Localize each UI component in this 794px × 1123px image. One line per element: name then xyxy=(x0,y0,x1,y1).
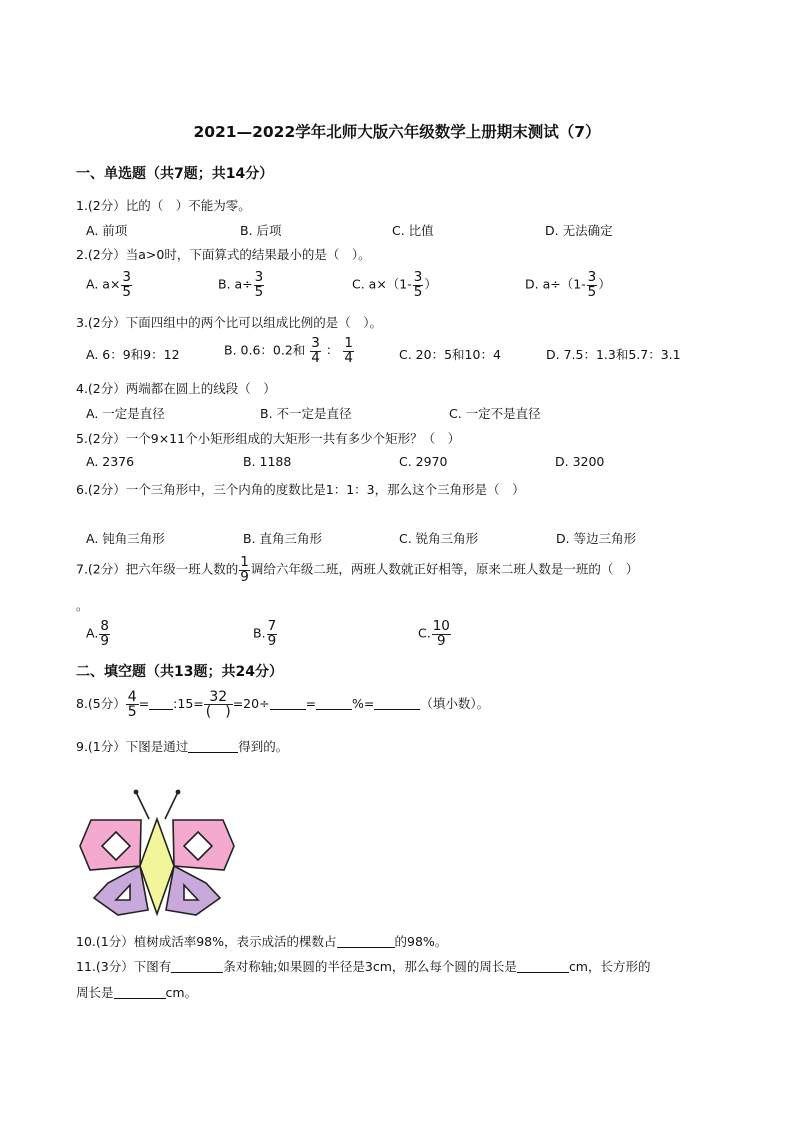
question-6-stem: 6.(2分）一个三角形中，三个内角的度数比是1：1：3，那么这个三角形是（ ） xyxy=(76,482,525,497)
answer-blank-1[interactable] xyxy=(149,697,173,710)
question-3-option-d[interactable]: D. 7.5：1.3和5.7：3.1 xyxy=(546,347,681,362)
option-a-label: A. a× xyxy=(86,276,121,292)
question-6-option-b[interactable]: B. 直角三角形 xyxy=(243,531,323,546)
question-6-option-c[interactable]: C. 锐角三角形 xyxy=(399,531,479,546)
question-3-option-b[interactable]: B. 0.6：0.2和 $\frac{3}{4}$ ： $\frac{1}{4}$ xyxy=(224,335,353,366)
butterfly-figure xyxy=(78,786,248,921)
answer-blank[interactable] xyxy=(337,935,395,948)
question-7-stem-end: 。 xyxy=(76,598,89,613)
fraction-three-fifths: $\frac{3}{5}$ xyxy=(587,269,597,300)
question-7-option-b[interactable]: B. $\frac{7}{9}$ xyxy=(253,618,277,649)
question-11-stem: 11.(3分）下图有 条对称轴;如果圆的半径是3cm，那么每个圆的周长是 cm，长方形的 xyxy=(76,959,651,974)
page-title: 2021—2022学年北师大版六年级数学上册期末测试（7） xyxy=(193,123,601,141)
question-1-stem: 1.(2分）比的（ ）不能为零。 xyxy=(76,198,251,213)
question-4-option-c[interactable]: C. 一定不是直径 xyxy=(449,406,541,421)
answer-blank-3[interactable] xyxy=(316,697,352,710)
question-2-option-d[interactable]: D. a÷（1- $\frac{3}{5}$ ） xyxy=(525,269,611,300)
question-2-stem: 2.(2分）当a>0时，下面算式的结果最小的是（ ）。 xyxy=(76,247,371,262)
question-1-option-c[interactable]: C. 比值 xyxy=(392,223,434,238)
question-9-stem: 9.(1分）下图是通过 得到的。 xyxy=(76,739,289,754)
question-7-stem: 7.(2分）把六年级一班人数的 $\frac{1}{9}$ 调给六年级二班，两班人数就正好相等，原来二班人数是一班的（ ） xyxy=(76,554,639,585)
fraction-three-quarters: $\frac{3}{4}$ xyxy=(311,335,320,366)
question-2-option-c[interactable]: C. a×（1- $\frac{3}{5}$ ） xyxy=(352,269,437,300)
fraction-four-fifths: $\frac{4}{5}$ xyxy=(127,689,137,720)
left-antenna xyxy=(136,792,149,819)
fraction-one-ninth: $\frac{1}{9}$ xyxy=(240,554,249,585)
question-4-option-b[interactable]: B. 不一定是直径 xyxy=(260,406,352,421)
answer-blank-2[interactable] xyxy=(517,960,569,973)
question-5-option-d[interactable]: D. 3200 xyxy=(555,454,605,469)
question-5-option-c[interactable]: C. 2970 xyxy=(399,454,448,469)
section-heading-single-choice: 一、单选题（共7题；共14分） xyxy=(76,166,274,182)
question-7-option-c[interactable]: C. $\frac{10}{9}$ xyxy=(418,618,450,649)
option-d-label: D. a÷（1- xyxy=(525,276,586,292)
answer-blank[interactable] xyxy=(188,740,238,753)
question-7-option-a[interactable]: A. $\frac{8}{9}$ xyxy=(86,618,109,649)
question-5-option-a[interactable]: A. 2376 xyxy=(86,454,135,469)
answer-blank-3[interactable] xyxy=(114,986,166,999)
question-10-stem: 10.(1分）植树成活率98%，表示成活的棵数占 的98%。 xyxy=(76,934,448,949)
question-2-option-a[interactable] xyxy=(86,271,133,299)
fraction-three-fifths: $\frac{3}{5}$ xyxy=(413,269,423,300)
fraction-three-fifths: $\frac{3}{5}$ xyxy=(254,269,264,300)
question-3-stem: 3.(2分）下面四组中的两个比可以组成比例的是（ ）。 xyxy=(76,315,383,330)
fraction-eight-ninths: $\frac{8}{9}$ xyxy=(100,618,109,649)
question-1-option-b[interactable]: B. 后项 xyxy=(240,223,282,238)
option-c-label: C. a×（1- xyxy=(352,276,412,292)
option-b-label: B. a÷ xyxy=(218,276,253,292)
question-6-option-a[interactable]: A. 钝角三角形 xyxy=(86,531,165,546)
fraction-seven-ninths: $\frac{7}{9}$ xyxy=(267,618,277,649)
question-5-stem: 5.(2分）一个9×11个小矩形组成的大矩形一共有多少个矩形？（ ） xyxy=(76,431,461,446)
question-2-option-b[interactable] xyxy=(218,271,265,299)
answer-blank-2[interactable] xyxy=(270,697,306,710)
question-3-option-a[interactable]: A. 6：9和9：12 xyxy=(86,347,180,362)
option-b-label: B. 0.6：0.2和 xyxy=(224,342,306,358)
answer-blank-1[interactable] xyxy=(171,960,223,973)
question-5-option-b[interactable]: B. 1188 xyxy=(243,454,292,469)
question-4-stem: 4.(2分）两端都在圆上的线段（ ） xyxy=(76,381,276,396)
section-heading-fill-in: 二、填空题（共13题；共24分） xyxy=(76,664,283,680)
answer-blank-4[interactable] xyxy=(374,697,420,710)
question-1-option-d[interactable]: D. 无法确定 xyxy=(545,223,613,238)
question-3-option-c[interactable]: C. 20：5和10：4 xyxy=(399,347,501,362)
question-11-stem-line2: 周长是 cm。 xyxy=(76,985,198,1000)
left-antenna-tip xyxy=(134,790,139,795)
right-antenna xyxy=(165,792,178,819)
left-lower-wing xyxy=(94,866,148,915)
right-lower-wing xyxy=(166,866,220,915)
question-6-option-d[interactable]: D. 等边三角形 xyxy=(556,531,637,546)
fraction-three-fifths: $\frac{3}{5}$ xyxy=(122,269,132,300)
fraction-32-over-blank: 32 ( ) xyxy=(205,689,231,720)
fraction-one-quarter: $\frac{1}{4}$ xyxy=(344,335,353,366)
fraction-ten-ninths: $\frac{10}{9}$ xyxy=(432,618,450,649)
question-8-stem: 8.(5分） $\frac{4}{5}$ = :15= 32 ( ) =20÷ = %= （填小数）。 xyxy=(76,689,490,720)
question-1-option-a[interactable]: A. 前项 xyxy=(86,223,128,238)
question-4-option-a[interactable]: A. 一定是直径 xyxy=(86,406,165,421)
right-antenna-tip xyxy=(176,790,181,795)
